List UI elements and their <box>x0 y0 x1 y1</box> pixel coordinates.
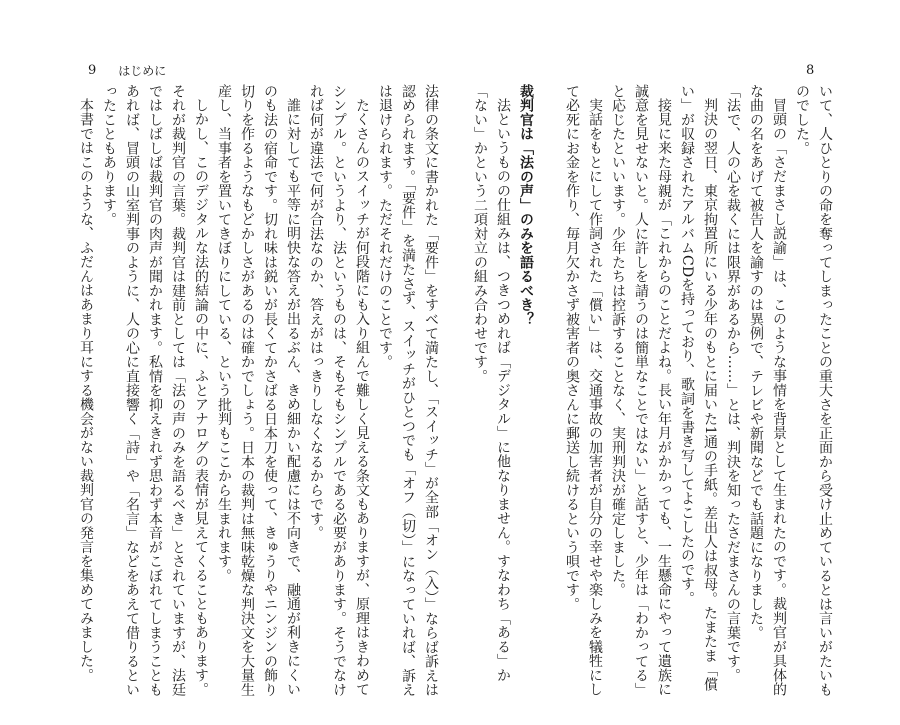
body-paragraph: 接見に来た母親が「これからのことだよね。長い年月がかかっても、一生懸命にやって遺族に誠意を見せないと。人に許しを請うのは簡単なことではない」と話すと、少年は「わかってる」と応じたといいます。少年たちは控訴することなく、実刑判決が確定しました。 <box>610 84 672 697</box>
left-page-number: 9 <box>88 62 97 78</box>
body-paragraph: 法律の条文に書かれた「要件」をすべて満たし、「スイッチ」が全部「オン（入）」ならば訴えは認められます。「要件」を満たさず、スイッチがひとつでも「オフ（切）」になっていれば、訴えは退けられます。ただそれだけのことです。 <box>377 84 439 697</box>
body-paragraph: 法というものの仕組みは、つきつめれば「デジタル」に他なりません。すなわち「ある」か「ない」かという二項対立の組み合わせです。 <box>472 84 511 683</box>
left-page-body <box>72 84 442 706</box>
body-paragraph: しかし、このデジタルな法的結論の中に、ふとアナログの表情が見えてくることもあります。それが裁判官の言葉。裁判官は建前としては「法の声のみを語るべき」とされていますが、法廷ではしばしば裁判官の肉声が聞かれます。私情を抑えきれず思わず本音がこぼれてしまうこともあれば、冒頭の山室判事のように、人の心に直接響く「詩」や「名言」などをあえて借りるといったこともあります。 <box>101 84 209 697</box>
section-heading: 裁判官は「法の声」のみを語るべき？ <box>518 84 534 327</box>
left-page-header <box>88 60 166 80</box>
body-paragraph: たくさんのスイッチが何段階にも入り組んで難しく見える条文もありますが、原理はきわめてシンプル。というより、法というものは、そもそもシンプルである必要があります。そうでなければ何が違法で何が合法なのか、答えがはっきりしなくなるからです。 <box>308 84 370 697</box>
body-paragraph: 実話をもとにして作詞された「償い」は、交通事故の加害者が自分の幸せや楽しみを犠牲にして必死にお金を作り、毎月欠かさず被害者の奥さんに郵送し続けるという唄です。 <box>564 84 603 697</box>
right-page-number: 8 <box>806 62 815 78</box>
body-paragraph: 誰に対しても平等に明快な答えが出るぶん、きめ細かい配慮には不向きで、融通が利きにくいのも法の宿命です。切れ味は鋭いが長くてかさばる日本刀を使って、きゅうりやニンジンの飾り切りを作るようなもどかしさがあるのは確かでしょう。日本の裁判は無味乾燥な判決文を大量生産し、当事者を置いてきぼりにしている、という批判もここから生まれます。 <box>216 84 301 697</box>
right-page-header <box>806 60 814 80</box>
body-paragraph: 判決の翌日、東京拘置所にいる少年のもとに届いた1通の手紙。差出人は叔母。たまたま「償い」が収録されたアルバムCDを持っており、歌詞を書き写してよこしたのです。 <box>679 84 718 692</box>
body-paragraph: いて、人ひとりの命を奪ってしまったことの重大さを正面から受け止めているとは言いがたいものでした。 <box>794 84 833 697</box>
section-spacer <box>537 84 560 706</box>
body-paragraph: 本書ではこのような、ふだんはあまり耳にする機会がない裁判官の発言を集めてみました。 <box>78 98 94 683</box>
body-paragraph: 「法で、人の心を裁くには限界があるから……」とは、判決を知ったさだまさんの言葉です。 <box>725 84 741 683</box>
body-paragraph: 冒頭の「さだまさし説諭」は、このような事情を背景として生まれたのです。裁判官が具体的な曲の名をあげて被告人を諭すのは異例で、テレビや新聞などでも話題になりました。 <box>748 84 787 697</box>
running-title: はじめに <box>118 63 167 78</box>
